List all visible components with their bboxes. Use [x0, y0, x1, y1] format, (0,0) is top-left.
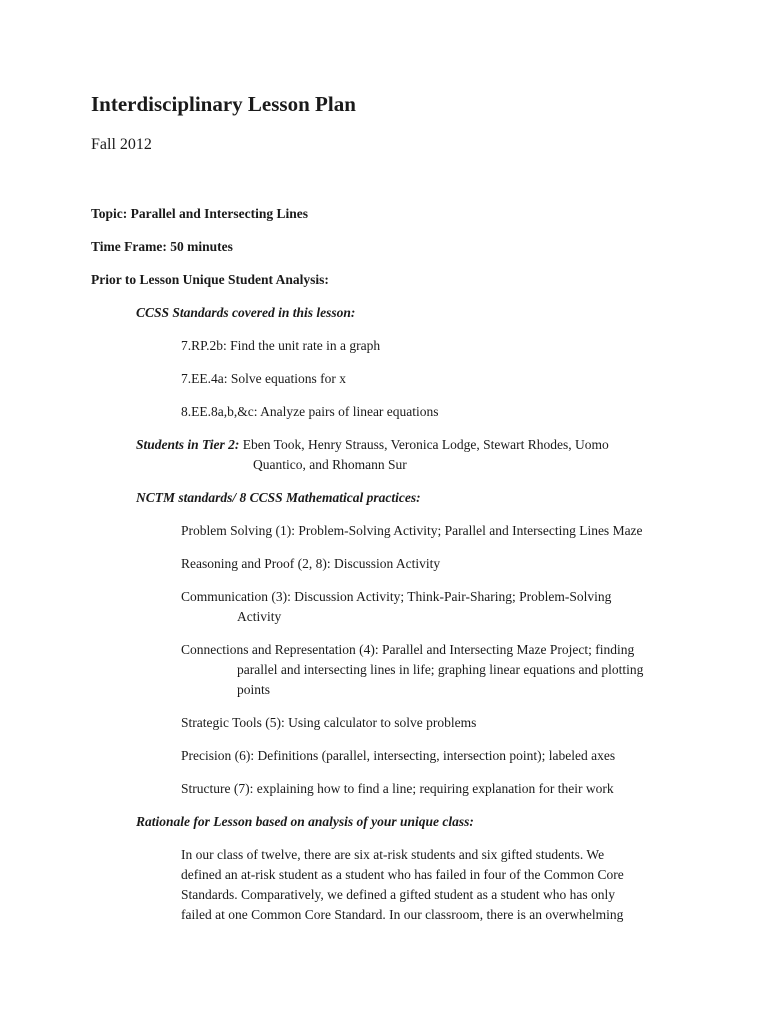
- prior-heading: Prior to Lesson Unique Student Analysis:: [91, 272, 329, 287]
- practice-item-cont: points: [237, 682, 271, 697]
- time-frame: Time Frame: 50 minutes: [91, 239, 233, 254]
- tier2-label: Students in Tier 2:: [136, 437, 240, 452]
- rationale-heading: Rationale for Lesson based on analysis of your unique class:: [136, 814, 474, 829]
- tier2-names: Eben Took, Henry Strauss, Veronica Lodge, Stewart Rhodes, Uomo: [239, 437, 609, 452]
- practice-item: Structure (7): explaining how to find a line; requiring explanation for their work: [181, 781, 614, 796]
- tier2-line: [136, 437, 609, 453]
- ccss-heading: CCSS Standards covered in this lesson:: [136, 305, 356, 320]
- tier2-names-cont: Quantico, and Rhomann Sur: [253, 457, 407, 472]
- topic: Topic: Parallel and Intersecting Lines: [91, 206, 309, 221]
- ccss-item: 7.EE.4a: Solve equations for x: [181, 371, 346, 386]
- rationale-line: defined an at-risk student as a student who has failed in four of the Common Core: [181, 867, 624, 882]
- practice-item-cont: Activity: [237, 609, 282, 624]
- practice-item: Connections and Representation (4): Parallel and Intersecting Maze Project; finding: [181, 642, 635, 657]
- practice-item: Communication (3): Discussion Activity; Think-Pair-Sharing; Problem-Solving: [181, 589, 612, 604]
- practice-item: Reasoning and Proof (2, 8): Discussion Activity: [181, 556, 441, 571]
- practice-item: Strategic Tools (5): Using calculator to solve problems: [181, 715, 477, 730]
- practice-item: Problem Solving (1): Problem-Solving Activity; Parallel and Intersecting Lines Maze: [181, 523, 643, 538]
- ccss-item: 7.RP.2b: Find the unit rate in a graph: [181, 338, 381, 353]
- rationale-line: In our class of twelve, there are six at-risk students and six gifted students. We: [181, 847, 605, 862]
- practice-item: Precision (6): Definitions (parallel, intersecting, intersection point); labeled axes: [181, 748, 616, 763]
- practice-item-cont: parallel and intersecting lines in life; graphing linear equations and plotting: [237, 662, 644, 677]
- term: Fall 2012: [91, 136, 152, 153]
- ccss-item: 8.EE.8a,b,&c: Analyze pairs of linear equations: [181, 404, 439, 419]
- page-title: Interdisciplinary Lesson Plan: [91, 92, 356, 116]
- nctm-heading: NCTM standards/ 8 CCSS Mathematical practices:: [136, 490, 421, 505]
- rationale-line: failed at one Common Core Standard. In our classroom, there is an overwhelming: [181, 907, 624, 922]
- rationale-line: Standards. Comparatively, we defined a gifted student as a student who has only: [181, 887, 616, 902]
